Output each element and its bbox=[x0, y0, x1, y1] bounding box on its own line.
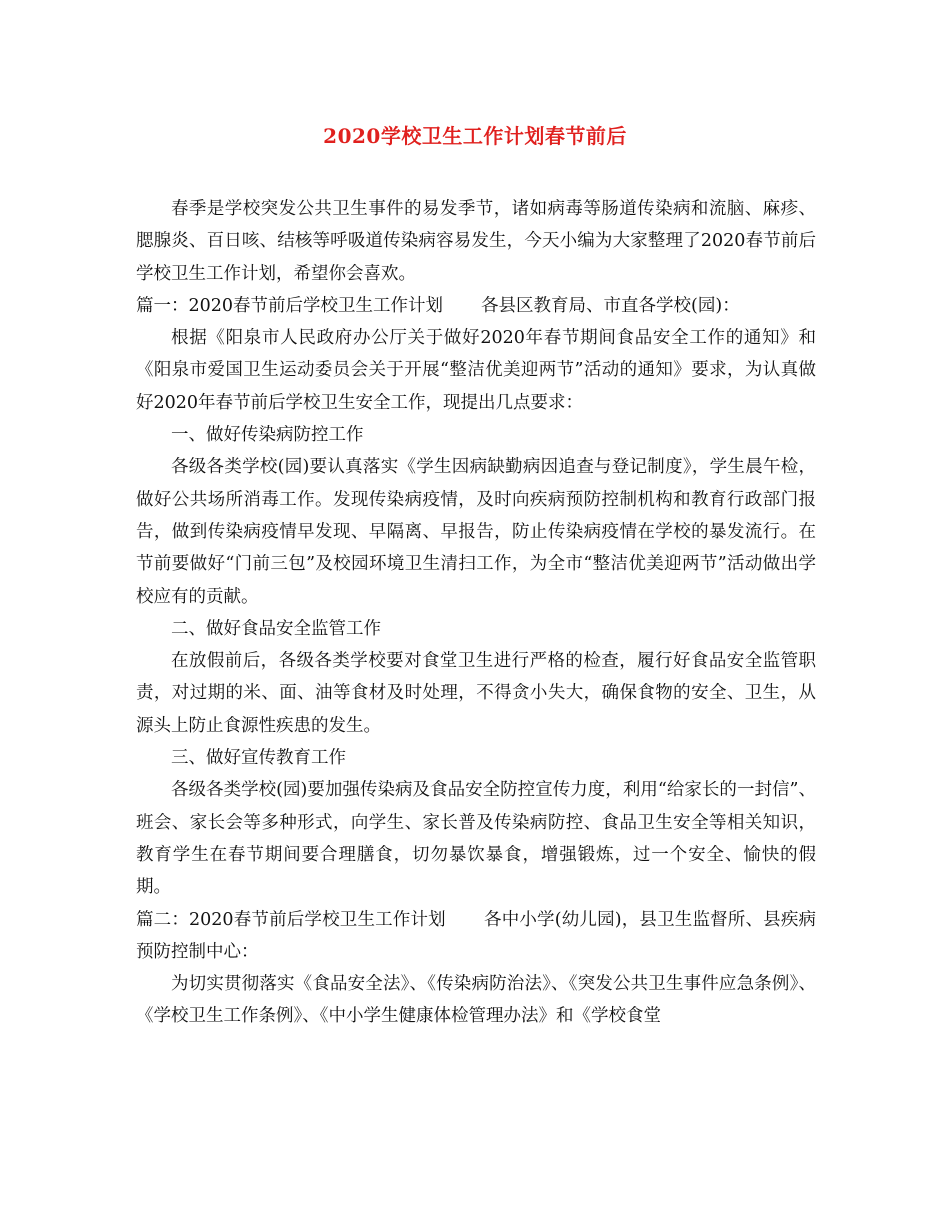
document-body bbox=[136, 193, 816, 1033]
section-one-title: 篇一：2020春节前后学校卫生工作计划 bbox=[136, 295, 444, 316]
subheading-2: 二、做好食品安全监管工作 bbox=[171, 618, 381, 639]
subheading-3: 三、做好宣传教育工作 bbox=[171, 748, 346, 769]
subsection-1-paragraph: 各级各类学校(园)要认真落实《学生因病缺勤病因追查与登记制度》，学生晨午检，做好公共场所消毒工作。发现传染病疫情，及时向疾病预防控制机构和教育行政部门报告，做到传染病疫情早发现、早隔离、早报告，防止传染病疫情在学校的暴发流行。在节前要做好“门前三包”及校园环境卫生清扫工作，为全市“整洁优美迎两节”活动做出学校应有的贡献。 bbox=[136, 457, 816, 607]
section-one-paragraph: 根据《阳泉市人民政府办公厅关于做好2020年春节期间食品安全工作的通知》和《阳泉市爱国卫生运动委员会关于开展“整洁优美迎两节”活动的通知》要求，为认真做好2020年春节前后学校卫生安全工作，现提出几点要求： bbox=[136, 328, 816, 413]
document-title: 2020学校卫生工作计划春节前后 bbox=[323, 124, 627, 148]
section-two-title: 篇二：2020春节前后学校卫生工作计划 bbox=[136, 909, 446, 930]
subsection-2-paragraph: 在放假前后，各级各类学校要对食堂卫生进行严格的检查，履行好食品安全监管职责，对过期的米、面、油等食材及时处理，不得贪小失大，确保食物的安全、卫生，从源头上防止食源性疾患的发生。 bbox=[136, 651, 816, 736]
section-one-heading-line bbox=[136, 290, 816, 322]
section-two-paragraph: 为切实贯彻落实《食品安全法》、《传染病防治法》、《突发公共卫生事件应急条例》、《学校卫生工作条例》、《中小学生健康体检管理办法》和《学校食堂 bbox=[136, 974, 816, 1027]
intro-paragraph: 春季是学校突发公共卫生事件的易发季节，诸如病毒等肠道传染病和流脑、麻疹、腮腺炎、百日咳、结核等呼吸道传染病容易发生，今天小编为大家整理了2020春节前后学校卫生工作计划，希望你会喜欢。 bbox=[136, 199, 816, 284]
subsection-3-paragraph: 各级各类学校(园)要加强传染病及食品安全防控宣传力度，利用“给家长的一封信”、班会、家长会等多种形式，向学生、家长普及传染病防控、食品卫生安全等相关知识，教育学生在春节期间要合理膳食，切勿暴饮暴食，增强锻炼，过一个安全、愉快的假期。 bbox=[136, 780, 816, 898]
subheading-1: 一、做好传染病防控工作 bbox=[171, 425, 364, 446]
section-two-heading-line bbox=[136, 904, 816, 969]
section-two-addressee: 各中小学(幼儿园)，县卫生监督所、县疾病预防控制中心： bbox=[136, 909, 816, 962]
section-one-addressee: 各县区教育局、市直各学校(园)： bbox=[481, 295, 740, 316]
